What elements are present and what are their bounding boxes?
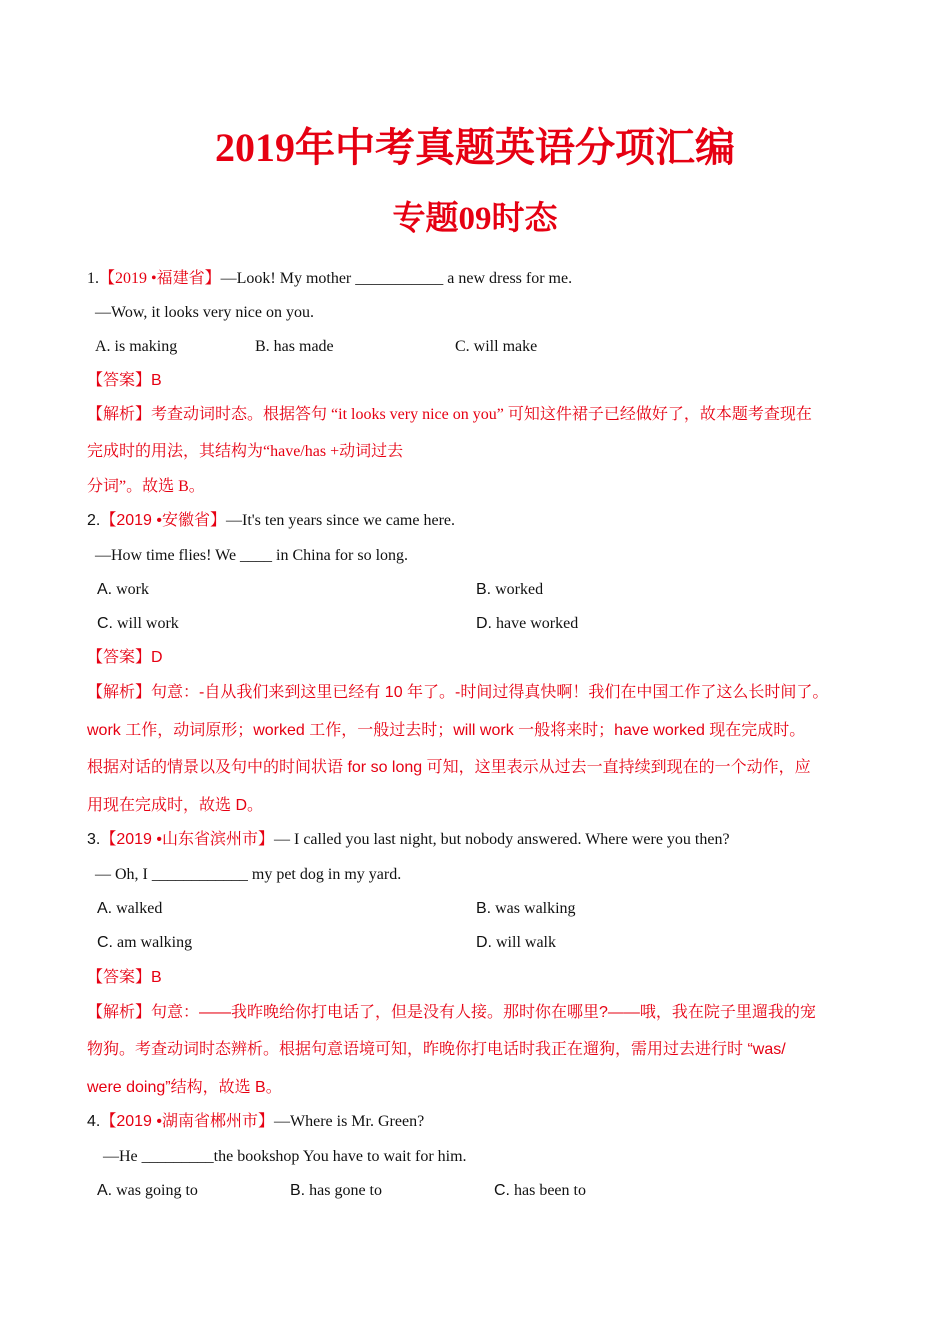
question-3-option-a: A. walked [97,900,163,917]
question-3-option-b: B. was walking [476,900,576,917]
question-2-stem [87,510,455,532]
question-4-option-b: B. has gone to [290,1182,382,1199]
question-1-option-c: C. will make [455,338,538,355]
question-1-reply: —Wow, it looks very nice on you. [95,304,314,321]
question-text: —It's ten years since we came here. [226,512,455,529]
question-1-analysis-line-3: 分词”。故选 B。 [87,478,205,495]
question-2-option-a: A. work [97,581,150,598]
question-text: —Look! My mother ___________ a new dress for me. [220,270,573,287]
question-source-tag: 【2019 •湖南省郴州市】 [100,1113,274,1130]
question-number: 2. [87,512,101,529]
question-3-analysis-line-2: 物狗。考查动词时态辨析。根据句意语境可知，昨晚你打电话时我正在遛狗，需用过去进行时 “was/ [87,1041,786,1058]
page-subtitle: 专题09时态 [392,201,558,237]
question-4-option-c: C. has been to [494,1182,586,1199]
question-source-tag: 【2019 •山东省滨州市】 [100,831,274,848]
question-1-option-a: A. is making [95,338,178,355]
question-3-analysis-line-3: were doing”结构，故选 B。 [87,1079,282,1096]
question-3-option-d: D. will walk [476,934,556,951]
question-number: 1. [87,270,99,287]
question-2-answer: 【答案】D [87,649,163,666]
question-3-option-c: C. am walking [97,934,193,951]
question-2-option-d: D. have worked [476,615,579,632]
question-1-analysis-line-1 [87,404,812,426]
analysis-text: 句意：-自从我们来到这里已经有 10 年了。-时间过得真快啊！我们在中国工作了这么长时间了。 [151,684,829,701]
question-4-reply: —He _________the bookshop You have to wait for him. [103,1148,467,1165]
analysis-text: 句意：——我昨晚给你打电话了，但是没有人接。那时你在哪里?——哦，我在院子里遛我的宠 [151,1004,816,1021]
question-3-answer: 【答案】B [87,969,162,986]
question-1-answer: 【答案】B [87,372,162,389]
question-source-tag: 【2019 •安徽省】 [100,512,226,529]
question-3-analysis-line-1 [87,1002,816,1024]
question-1-option-b: B. has made [255,338,334,355]
question-3-stem [87,829,730,851]
question-4-stem [87,1111,424,1133]
analysis-text: 考查动词时态。根据答句 “it looks very nice on you” 可知这件裙子已经做好了，故本题考查现在 [151,406,812,423]
question-number: 4. [87,1113,101,1130]
question-2-analysis-line-1 [87,682,828,704]
question-2-analysis-line-3: 根据对话的情景以及句中的时间状语 for so long 可知，这里表示从过去一直持续到现在的一个动作，应 [87,759,811,776]
analysis-label: 【解析】 [87,406,152,423]
question-number: 3. [87,831,101,848]
question-source-tag: 【2019 •福建省】 [99,270,221,287]
question-1-analysis-line-2: 完成时的用法，其结构为“have/has +动词过去 [87,443,404,460]
question-2-reply: —How time flies! We ____ in China for so long. [95,547,409,564]
question-3-reply: — Oh, I ____________ my pet dog in my yard. [95,866,402,883]
analysis-label: 【解析】 [87,684,152,701]
question-text: — I called you last night, but nobody answered. Where were you then? [274,831,730,848]
question-1-stem [87,268,572,290]
question-2-option-b: B. worked [476,581,544,598]
question-2-option-c: C. will work [97,615,179,632]
question-2-analysis-line-2: work 工作，动词原形；worked 工作，一般过去时；will work 一般将来时；have worked 现在完成时。 [87,722,806,739]
question-2-analysis-line-4: 用现在完成时，故选 D。 [87,797,264,814]
question-4-option-a: A. was going to [97,1182,198,1199]
page-title: 2019年中考真题英语分项汇编 [215,125,735,170]
analysis-label: 【解析】 [87,1004,152,1021]
question-text: —Where is Mr. Green? [274,1113,425,1130]
